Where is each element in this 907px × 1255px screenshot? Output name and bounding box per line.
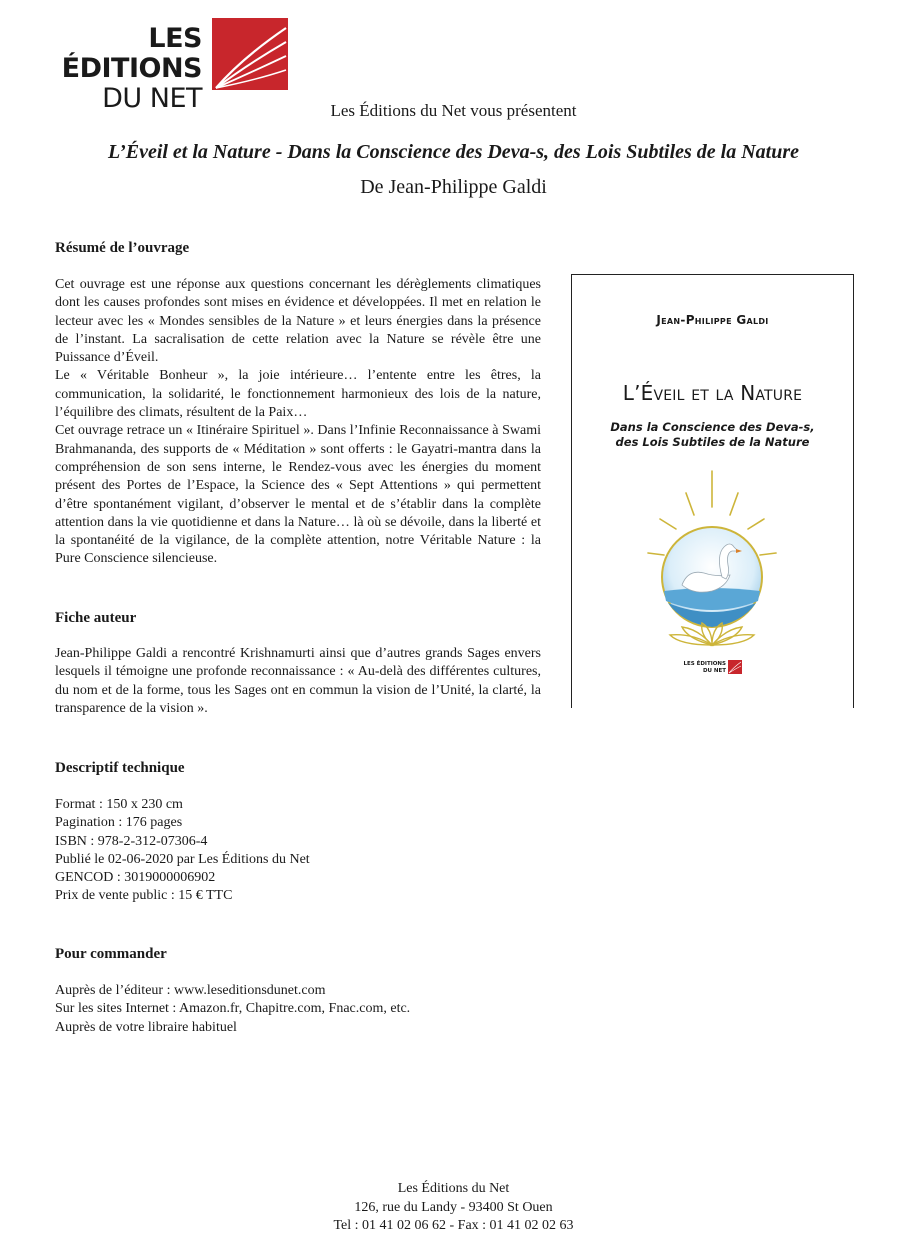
cover-logo-text <box>682 661 726 675</box>
technical-price: Prix de vente public : 15 € TTC <box>55 888 233 904</box>
logo-line-1: LES ÉDITIONS <box>61 23 202 84</box>
technical-format: Format : 150 x 230 cm <box>55 797 183 812</box>
technical-heading: Descriptif technique <box>55 760 185 776</box>
technical-published: Publié le 02-06-2020 par Les Éditions du Net <box>55 851 310 867</box>
book-cover <box>571 274 854 708</box>
summary-text <box>55 276 541 569</box>
footer-name: Les Éditions du Net <box>397 1181 510 1196</box>
order-bookseller: Auprès de votre libraire habituel <box>55 1019 237 1035</box>
publisher-logo <box>24 16 289 114</box>
technical-list <box>55 796 310 906</box>
summary-paragraph: Le « Véritable Bonheur », la joie intérieure… l’entente entre les êtres, la communication, la solidarité, le fonctionnement harmonieux des lois de la nature, l’équilibre des climats, résultent de la Paix… <box>55 368 541 421</box>
author-heading: Fiche auteur <box>55 610 137 626</box>
cover-logo-swoosh-icon <box>728 660 742 674</box>
logo-line-2: DU NET <box>102 83 202 114</box>
cover-subtitle-line: des Lois Subtiles de la Nature <box>615 435 810 449</box>
logo-swoosh-icon <box>212 18 288 90</box>
cover-subtitle-line: Dans la Conscience des Deva-s, <box>610 420 815 434</box>
cover-logo-line: DU NET <box>702 668 726 674</box>
footer-address: 126, rue du Landy - 93400 St Ouen <box>354 1199 553 1215</box>
summary-heading: Résumé de l’ouvrage <box>55 240 190 256</box>
order-heading: Pour commander <box>55 946 167 962</box>
book-title: L’Éveil et la Nature - Dans la Conscience des Deva-s, des Lois Subtiles de la Nature <box>107 141 800 163</box>
summary-paragraph: Cet ouvrage est une réponse aux questions concernant les dérèglements climatiques dont les causes profondes sont mises en évidence et développées. Il met en relation le lecteur avec les « Mondes sensibles de la Nature » et leurs énergies dans la présence de l’instant. La sacralisation de cette relation avec la Nature se révèle être une Puissance d’Éveil. <box>55 277 541 366</box>
cover-publisher-logo <box>682 660 744 682</box>
cover-title: L’Éveil et la Nature <box>622 381 803 405</box>
order-publisher: Auprès de l’éditeur : www.leseditionsdunet.com <box>55 983 326 998</box>
cover-subtitle <box>572 420 853 450</box>
presents-line: Les Éditions du Net vous présentent <box>330 101 577 120</box>
technical-pagination: Pagination : 176 pages <box>55 815 183 831</box>
cover-logo-line: LES ÉDITIONS <box>683 661 726 667</box>
author-text: Jean-Philippe Galdi a rencontré Krishnamurti ainsi que d’autres grands Sages envers lesquels il témoigne une profonde reconnaissance : « Au-delà des différentes cultures, du nom et de la forme, tous les Sages ont en commun la vision de l’Unité, la clarté, la transparence de la vision ». <box>55 646 541 716</box>
summary-paragraph: Cet ouvrage retrace un « Itinéraire Spirituel ». Dans l’Infinie Reconnaissance à Swami Brahmananda, des supports de « Méditation » sont offerts : le Gayatri-mantra dans la compréhension de son sens interne, le Rendez-vous avec les énergies du moment présent des Portes de l’Espace, la Science des « Sept Attentions » qui permettent d’être spontanément vigilant, d’observer le mental et de s’établir dans la complète attention dans la vie quotidienne et dans la Nature… là où se dévoile, dans la liberté et la spontanéité de la vigilance, de la complète attention, notre Véritable Nature : la Pure Conscience silencieuse. <box>55 423 541 567</box>
footer-phone: Tel : 01 41 02 06 62 - Fax : 01 41 02 02 63 <box>333 1218 574 1233</box>
technical-gencod: GENCOD : 3019000006902 <box>55 870 216 886</box>
swan-sun-illustration <box>642 469 782 647</box>
publisher-footer <box>0 1180 907 1236</box>
book-author: De Jean-Philippe Galdi <box>360 176 547 198</box>
technical-isbn: ISBN : 978-2-312-07306-4 <box>55 833 208 849</box>
order-list <box>55 982 410 1037</box>
order-websites: Sur les sites Internet : Amazon.fr, Chapitre.com, Fnac.com, etc. <box>55 1001 411 1017</box>
cover-author: Jean-Philippe Galdi <box>656 313 769 327</box>
